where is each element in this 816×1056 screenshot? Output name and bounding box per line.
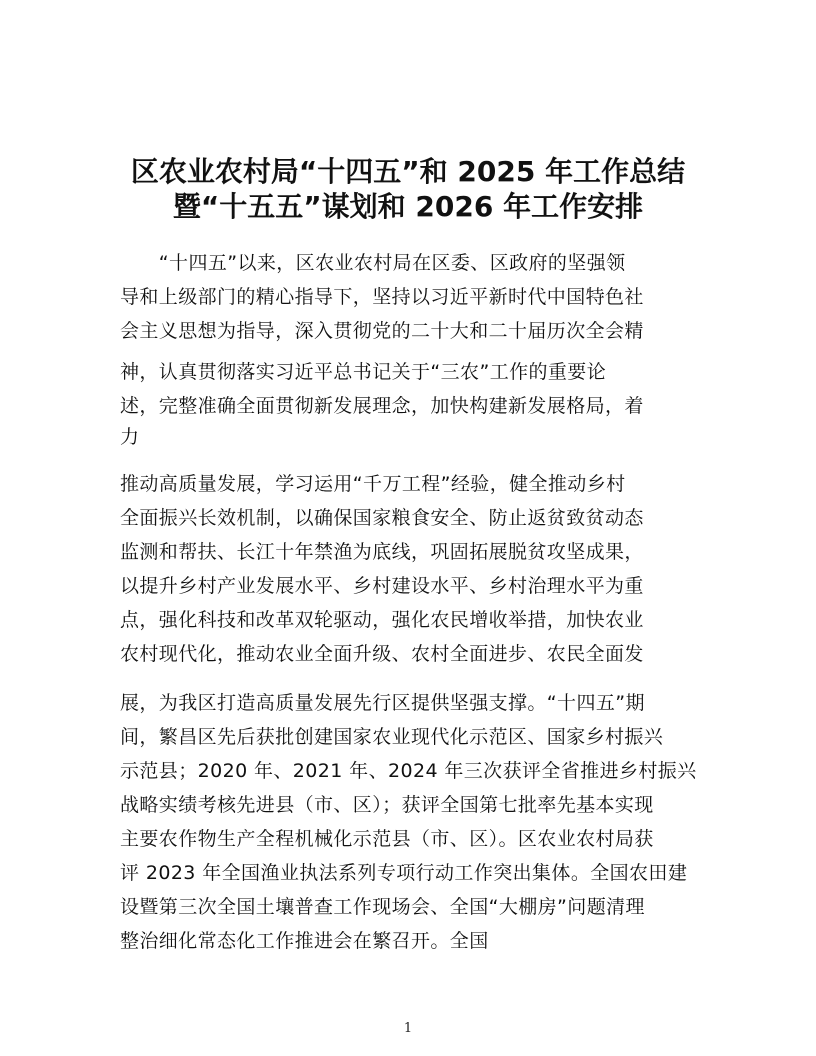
body-line: 主要农作物生产全程机械化示范县（市、区）。区农业农村局获 [120, 828, 654, 850]
body-line: 点，强化科技和改革双轮驱动，强化农民增收举措，加快农业 [120, 609, 644, 631]
body-line: 会主义思想为指导，深入贯彻党的二十大和二十届历次全会精 [120, 320, 644, 342]
body-line: 监测和帮扶、长江十年禁渔为底线，巩固拓展脱贫攻坚成果， [120, 541, 644, 563]
body-line: 力 [120, 426, 140, 448]
body-line: 整治细化常态化工作推进会在繁召开。全国 [120, 930, 489, 952]
document-title-line-2: 暨“十五五”谋划和 2026 年工作安排 [172, 190, 644, 223]
body-line: 间，繁昌区先后获批创建国家农业现代化示范区、国家乡村振兴 [120, 726, 664, 748]
body-line: 神，认真贯彻落实习近平总书记关于“三农”工作的重要论 [120, 361, 607, 383]
body-line: 设暨第三次全国土壤普查工作现场会、全国“大棚房”问题清理 [120, 896, 645, 918]
body-line: 推动高质量发展，学习运用“千万工程”经验，健全推动乡村 [120, 473, 626, 495]
body-line: 导和上级部门的精心指导下，坚持以习近平新时代中国特色社 [120, 286, 644, 308]
body-line: 农村现代化，推动农业全面升级、农村全面进步、农民全面发 [120, 643, 644, 665]
body-line: 示范县；2020 年、2021 年、2024 年三次获评全省推进乡村振兴 [120, 760, 697, 782]
body-line: 全面振兴长效机制，以确保国家粮食安全、防止返贫致贫动态 [120, 507, 644, 529]
body-line: 述，完整准确全面贯彻新发展理念，加快构建新发展格局，着 [120, 395, 644, 417]
document-title-line-1: 区农业农村局“十四五”和 2025 年工作总结 [130, 155, 686, 188]
page-number: 1 [403, 1021, 413, 1036]
body-line: 以提升乡村产业发展水平、乡村建设水平、乡村治理水平为重 [120, 575, 644, 597]
body-line: 战略实绩考核先进县（市、区）；获评全国第七批率先基本实现 [120, 794, 654, 816]
body-line: “十四五”以来，区农业农村局在区委、区政府的坚强领 [120, 252, 626, 274]
body-line: 评 2023 年全国渔业执法系列专项行动工作突出集体。全国农田建 [120, 862, 688, 884]
body-line: 展，为我区打造高质量发展先行区提供坚强支撑。“十四五”期 [120, 692, 645, 714]
